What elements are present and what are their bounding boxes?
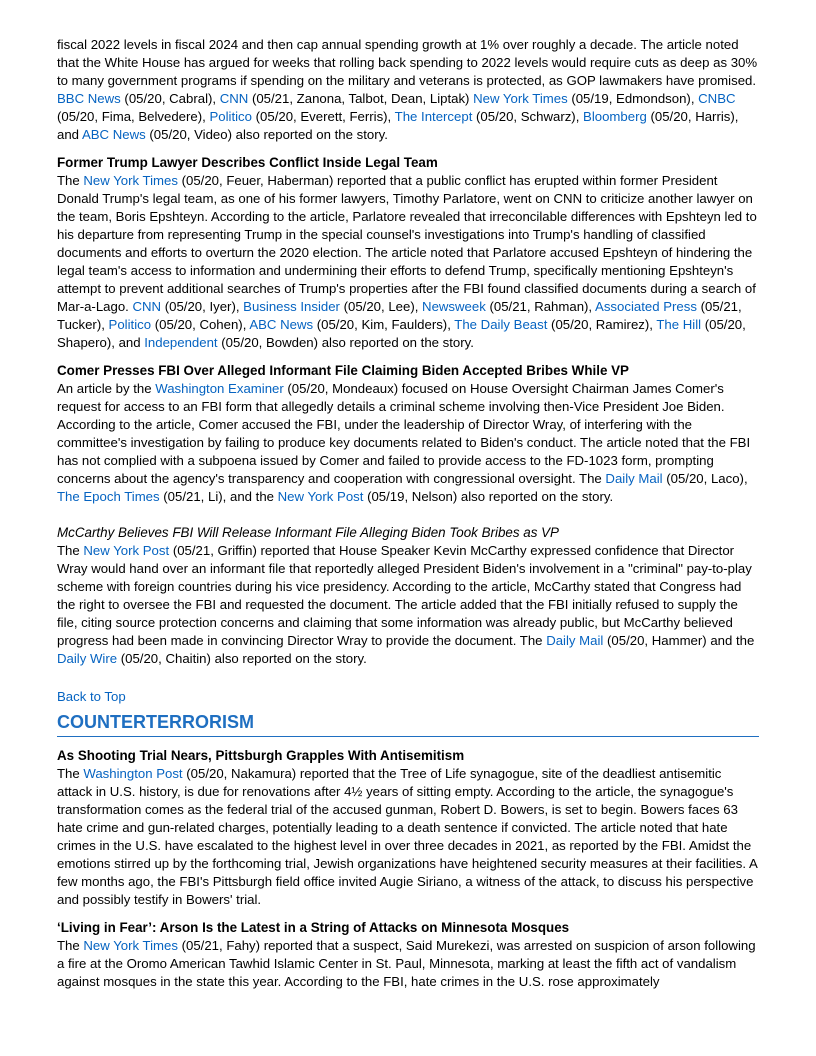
- article-body: [57, 765, 759, 909]
- article-headline: Former Trump Lawyer Describes Conflict Inside Legal Team: [57, 155, 438, 170]
- source-link-daily-mail[interactable]: Daily Mail: [605, 471, 663, 486]
- source-link-bbc-news[interactable]: BBC News: [57, 91, 121, 106]
- source-link-abc-news[interactable]: ABC News: [81, 127, 146, 142]
- article-body: [57, 380, 759, 506]
- source-link-daily-wire[interactable]: Daily Wire: [57, 651, 118, 666]
- article-body: [57, 542, 759, 668]
- body-text: (05/20, Schwarz),: [472, 109, 584, 124]
- body-text: fiscal 2022 levels in fiscal 2024 and then cap annual spending growth at 1% over roughly a decade. The article noted that the White House has argued for weeks that rolling back spending to 2022 levels would require cuts as deep as 30% to many government programs if spending on the military and veterans is protected, as GOP lawmakers have promised.: [57, 37, 758, 88]
- body-text: (05/20, Bowden) also reported on the story.: [217, 335, 474, 350]
- body-text: (05/20, Hammer) and the: [603, 633, 755, 648]
- body-text: (05/20, Laco),: [662, 471, 748, 486]
- body-text: (05/20, Iyer),: [161, 299, 244, 314]
- source-link-daily-mail[interactable]: Daily Mail: [546, 633, 604, 648]
- back-to-top-wrapper: [57, 688, 759, 706]
- article-headline: McCarthy Believes FBI Will Release Informant File Alleging Biden Took Bribes as VP: [57, 525, 559, 540]
- source-link-new-york-times[interactable]: New York Times: [473, 91, 568, 106]
- news-item: [57, 362, 759, 506]
- article-body: [57, 172, 759, 352]
- body-text: (05/20, Chaitin) also reported on the story.: [117, 651, 367, 666]
- source-link-politico[interactable]: Politico: [209, 109, 252, 124]
- source-link-newsweek[interactable]: Newsweek: [422, 299, 486, 314]
- body-text: (05/20, Mondeaux) focused on House Oversight Chairman James Comer's request for access to an FBI form that allegedly details a criminal scheme involving then-Vice President Joe Biden. According to the article, Comer accused the FBI, under the leadership of Director Wray, of interfering with the committee's investigation by failing to produce key documents related to Biden's conduct. The article noted that the FBI has not complied with a subpoena issued by Comer and failed to provide access to the FD-1023 form, prompting concerns about the agency's transparency and cooperation with congressional oversight. The: [57, 381, 751, 486]
- section-title-counterterrorism: COUNTERTERRORISM: [57, 710, 759, 737]
- source-link-washington-post[interactable]: Washington Post: [83, 766, 183, 781]
- body-text: (05/21, Fahy) reported that a suspect, Said Murekezi, was arrested on suspicion of arson following a fire at the Oromo American Tawhid Islamic Center in St. Paul, Minnesota, marking at least the fifth act of vandalism against mosques in the state this year. According to the FBI, hate crimes in the U.S. rose approximately: [57, 938, 756, 989]
- source-link-the-hill[interactable]: The Hill: [656, 317, 702, 332]
- source-link-new-york-post[interactable]: New York Post: [277, 489, 364, 504]
- body-text: The: [57, 766, 84, 781]
- body-text: (05/20, Cabral),: [120, 91, 220, 106]
- body-text: (05/20, Feuer, Haberman) reported that a public conflict has erupted within former President Donald Trump's legal team, as one of his former lawyers, Timothy Parlatore, went on CNN to criticize another lawyer on the team, Boris Epshteyn. According to the article, Parlatore revealed that irreconcilable differences with Epshteyn led to his departure from representing Trump in the special counsel's investigations into Trump's handling of classified documents and efforts to overturn the 2020 election. The article noted that Parlatore accused Epshteyn of hindering the legal team's access to information and undermining their efforts to defend Trump, specifically mentioning Epshteyn's attempt to prevent additional searches of Trump's properties after the FBI found classified documents during a search of Mar-a-Lago.: [57, 173, 757, 314]
- body-text: An article by the: [57, 381, 156, 396]
- source-link-cnbc[interactable]: CNBC: [698, 91, 736, 106]
- source-link-bloomberg[interactable]: Bloomberg: [583, 109, 647, 124]
- back-to-top-link[interactable]: Back to Top: [57, 689, 126, 704]
- news-item: [57, 154, 759, 352]
- source-link-new-york-times[interactable]: New York Times: [83, 938, 178, 953]
- source-link-the-intercept[interactable]: The Intercept: [394, 109, 473, 124]
- source-link-the-epoch-times[interactable]: The Epoch Times: [57, 489, 160, 504]
- body-text: The: [57, 938, 84, 953]
- source-link-associated-press[interactable]: Associated Press: [595, 299, 697, 314]
- body-text: (05/20, Shapero), and: [57, 317, 746, 350]
- news-item: [57, 524, 759, 668]
- body-text: (05/20, Everett, Ferris),: [251, 109, 395, 124]
- body-text: (05/21, Griffin) reported that House Speaker Kevin McCarthy expressed confidence that Director Wray would hand over an informant file that reportedly alleged President Biden's involvement in a "criminal" pay-to-play scheme with foreign countries during his vice presidency. According to the article, McCarthy stated that Congress had the right to oversee the FBI and requested the document. The article added that the FBI initially refused to supply the file, citing source protection concerns and claiming that some information was already public, but McCarthy believed progress had been made in convincing Director Wray to provide the document. The: [57, 543, 752, 648]
- counterterrorism-articles: [57, 747, 759, 991]
- body-text: (05/21, Zanona, Talbot, Dean, Liptak): [248, 91, 474, 106]
- intro-paragraph: [57, 36, 759, 144]
- body-text: (05/20, Lee),: [339, 299, 423, 314]
- body-text: (05/20, Nakamura) reported that the Tree of Life synagogue, site of the deadliest antisemitic attack in U.S. history, is due for renovations after 4½ years of sitting empty. According to the article, the synagogue's transformation comes as the federal trial of the accused gunman, Robert D. Bowers, is set to begin. Bowers faces 63 hate crime and gun-related charges, potentially leading to a death sentence if convicted. The article noted that hate crimes in the U.S. have escalated to the highest level in over three decades in 2021, as reported by the FBI. Amidst the emotions stirred up by the forthcoming trial, Jewish organizations have heightened security measures at their facilities. A few months ago, the FBI's Pittsburgh field office invited Augie Siriano, a witness of the attack, to discuss his perspective and possibly testify in Bowers' trial.: [57, 766, 758, 907]
- article-body: [57, 937, 759, 991]
- politics-articles: [57, 154, 759, 668]
- article-headline: Comer Presses FBI Over Alleged Informant File Claiming Biden Accepted Bribes While VP: [57, 363, 629, 378]
- article-headline: As Shooting Trial Nears, Pittsburgh Grapples With Antisemitism: [57, 748, 465, 763]
- body-text: (05/20, Harris), and: [57, 109, 739, 142]
- source-link-business-insider[interactable]: Business Insider: [243, 299, 340, 314]
- news-item: [57, 919, 759, 991]
- body-text: (05/20, Video) also reported on the story.: [145, 127, 388, 142]
- body-text: (05/19, Edmondson),: [567, 91, 699, 106]
- body-text: (05/20, Cohen),: [151, 317, 250, 332]
- source-link-washington-examiner[interactable]: Washington Examiner: [155, 381, 284, 396]
- news-item: [57, 747, 759, 909]
- source-link-independent[interactable]: Independent: [144, 335, 218, 350]
- body-text: The: [57, 173, 84, 188]
- source-link-abc-news[interactable]: ABC News: [249, 317, 314, 332]
- source-link-new-york-times[interactable]: New York Times: [83, 173, 178, 188]
- body-text: (05/20, Fima, Belvedere),: [57, 109, 210, 124]
- source-link-cnn[interactable]: CNN: [219, 91, 249, 106]
- body-text: (05/20, Ramirez),: [547, 317, 657, 332]
- source-link-the-daily-beast[interactable]: The Daily Beast: [454, 317, 548, 332]
- body-text: (05/21, Rahman),: [485, 299, 596, 314]
- source-link-politico[interactable]: Politico: [108, 317, 152, 332]
- body-text: (05/21, Li), and the: [159, 489, 278, 504]
- source-link-cnn[interactable]: CNN: [132, 299, 162, 314]
- source-link-new-york-post[interactable]: New York Post: [83, 543, 170, 558]
- body-text: (05/21, Tucker),: [57, 299, 742, 332]
- body-text: (05/19, Nelson) also reported on the story.: [363, 489, 614, 504]
- body-text: (05/20, Kim, Faulders),: [313, 317, 455, 332]
- document-content: [57, 36, 759, 1001]
- body-text: The: [57, 543, 84, 558]
- article-headline: ‘Living in Fear’: Arson Is the Latest in a String of Attacks on Minnesota Mosques: [57, 920, 570, 935]
